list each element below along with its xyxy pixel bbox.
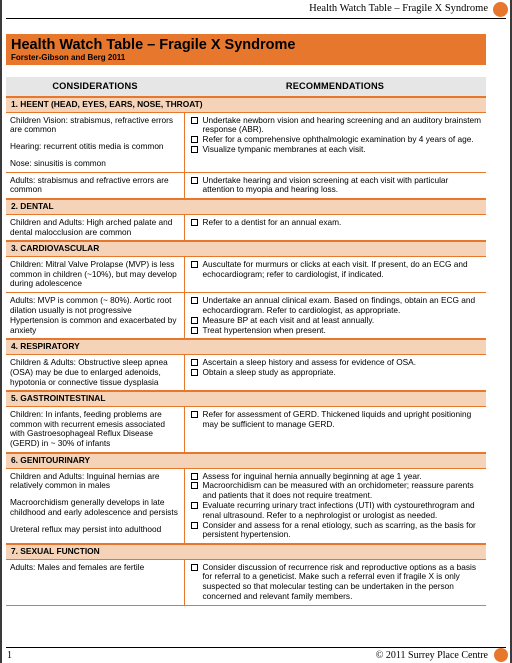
footer-rule [6,647,506,648]
consideration-text: Adults: strabismus and refractive errors are common [10,174,169,195]
recommendation-text: Refer for assessment of GERD. Thickened liquids and upright positioning may be sufficient to manage GERD. [202,408,472,429]
recommendations-cell [184,468,486,544]
considerations-header: CONSIDERATIONS [6,77,184,97]
running-header-title: Health Watch Table – Fragile X Syndrome [309,3,488,14]
section-heading-row [6,391,486,406]
recommendations-cell [184,214,486,241]
consideration-text: Children and Adults: High arched palate and dental malocclusion are common [10,216,173,237]
recommendation-item [189,521,483,541]
page-authors: Forster-Gibson and Berg 2011 [11,53,126,62]
checkbox-icon[interactable] [191,317,198,324]
table-row [6,354,486,391]
checkbox-icon[interactable] [191,219,198,226]
table-row [6,214,486,241]
recommendation-text: Evaluate recurring urinary tract infections (UTI) with cystourethrogram and renal ultrasound. Refer to a nephrologist or urologist as needed. [202,499,475,520]
consideration-text: Ureteral reflux may persist into adulthood [10,523,162,534]
recommendations-cell [184,293,486,340]
checkbox-icon[interactable] [191,261,198,268]
checkbox-icon[interactable] [191,522,198,529]
considerations-cell [6,354,184,391]
recommendation-text: Measure BP at each visit and at least annually. [202,314,375,325]
consideration-text: Nose: sinusitis is common [10,157,106,168]
consideration-text: Children Vision: strabismus, refractive errors are common [10,114,174,135]
page-number: 1 [7,650,12,661]
checkbox-icon[interactable] [191,327,198,334]
recommendation-item [189,145,483,155]
checkbox-icon[interactable] [191,297,198,304]
recommendation-text: Obtain a sleep study as appropriate. [202,366,336,377]
consideration-text: Children: In infants, feeding problems are common with recurrent emesis associated with Gastroesophageal Reflux Disease (GERD) in ~ 30% of infants [10,408,165,449]
section-heading: 5. GASTROINTESTINAL [6,391,486,406]
recommendation-item [189,563,483,602]
consideration-text: Children & Adults: Obstructive sleep apnea (OSA) may be due to enlarged adenoids, hypotonia or connective tissue dysplasia [10,356,168,387]
corner-dot-icon [493,2,508,17]
consideration-text: Children and Adults: Inguinal hernias are relatively common in males [10,470,160,491]
consideration-text: Macroorchidism generally develops in late childhood and early adolescence and persists [10,497,178,517]
section-heading-row [6,199,486,214]
checkbox-icon[interactable] [191,359,198,366]
recommendation-text: Undertake hearing and vision screening at each visit with particular attention to myopia and hearing loss. [202,174,449,195]
table-row [6,559,486,605]
corner-dot-icon [494,648,508,662]
recommendation-item [189,481,483,501]
recommendation-text: Ascertain a sleep history and assess for evidence of OSA. [202,356,417,367]
table-body [6,97,486,605]
recommendations-cell [184,256,486,292]
section-heading-row [6,241,486,256]
table-row [6,256,486,292]
recommendation-item [189,368,483,378]
recommendation-item [189,296,483,316]
section-heading-row [6,339,486,354]
health-watch-table [6,77,486,606]
consideration-text: Hearing: recurrent otitis media is common [10,141,164,152]
recommendation-item [189,218,483,228]
section-heading: 6. GENITOURINARY [6,453,486,468]
considerations-cell [6,559,184,605]
section-heading: 7. SEXUAL FUNCTION [6,544,486,559]
considerations-cell [6,256,184,292]
recommendation-text: Refer for a comprehensive ophthalmologic examination by 4 years of age. [202,134,474,145]
recommendation-text: Consider and assess for a renal etiology, such as scarring, as the basis for persistent hypertension. [202,519,476,540]
recommendation-item [189,176,483,196]
recommendation-text: Consider discussion of recurrence risk and reproductive options as a basis for referral to a geneticist. Make such a referral even if fragile X is only suspected so that molecular testing can be undertaken in the person concerned and relevant family members. [202,561,476,601]
recommendation-text: Refer to a dentist for an annual exam. [202,216,342,227]
considerations-cell [6,214,184,241]
recommendation-text: Assess for inguinal hernia annually beginning at age 1 year. [202,470,422,481]
section-heading-row [6,544,486,559]
table-row [6,468,486,544]
recommendation-item [189,260,483,280]
considerations-cell [6,172,184,199]
section-heading: 4. RESPIRATORY [6,339,486,354]
checkbox-icon[interactable] [191,482,198,489]
consideration-text: Adults: Males and females are fertile [10,561,145,572]
table-header-row [6,77,486,97]
table-row [6,293,486,340]
title-banner [6,34,486,65]
consideration-text: Adults: MVP is common (~ 80%). Aortic root dilation usually is not progressive Hypertension is common and exacerbated by anxiety [10,295,177,335]
considerations-cell [6,293,184,340]
page-title: Health Watch Table – Fragile X Syndrome [11,37,296,53]
recommendations-cell [184,354,486,391]
copyright-notice: © 2011 Surrey Place Centre [375,650,488,661]
checkbox-icon[interactable] [191,117,198,124]
checkbox-icon[interactable] [191,146,198,153]
recommendations-cell [184,559,486,605]
section-heading: 1. HEENT (HEAD, EYES, EARS, NOSE, THROAT) [6,97,486,112]
checkbox-icon[interactable] [191,411,198,418]
considerations-cell [6,112,184,172]
recommendation-item [189,326,483,336]
recommendation-item [189,501,483,521]
checkbox-icon[interactable] [191,369,198,376]
recommendation-text: Auscultate for murmurs or clicks at each visit. If present, do an ECG and echocardiogram; refer to cardiologist, if indicated. [202,258,468,279]
recommendation-item [189,116,483,136]
consideration-text: Children: Mitral Valve Prolapse (MVP) is less common in children (~10%), but may develop during adolescence [10,258,177,289]
checkbox-icon[interactable] [191,502,198,509]
considerations-cell [6,468,184,544]
recommendations-cell [184,406,486,453]
section-heading: 3. CARDIOVASCULAR [6,241,486,256]
recommendation-text: Macroorchidism can be measured with an orchidometer; reassure parents and patients that it does not require treatment. [202,480,474,501]
section-heading-row [6,453,486,468]
checkbox-icon[interactable] [191,136,198,143]
section-heading-row [6,97,486,112]
recommendation-text: Undertake newborn vision and hearing screening and an auditory brainstem response (ABR). [202,114,482,135]
table-row [6,112,486,172]
recommendation-text: Visualize tympanic membranes at each visit. [202,143,366,154]
recommendation-text: Undertake an annual clinical exam. Based on findings, obtain an ECG and echocardiogram. Refer to cardiologist, as appropriate. [202,295,476,316]
recommendations-cell [184,112,486,172]
table-row [6,172,486,199]
checkbox-icon[interactable] [191,564,198,571]
recommendations-cell [184,172,486,199]
checkbox-icon[interactable] [191,177,198,184]
considerations-cell [6,406,184,453]
checkbox-icon[interactable] [191,473,198,480]
section-heading: 2. DENTAL [6,199,486,214]
header-rule [6,18,506,19]
document-page [2,0,510,663]
recommendation-item [189,410,483,430]
recommendation-text: Treat hypertension when present. [202,324,326,335]
recommendations-header: RECOMMENDATIONS [184,77,486,97]
table-row [6,406,486,453]
